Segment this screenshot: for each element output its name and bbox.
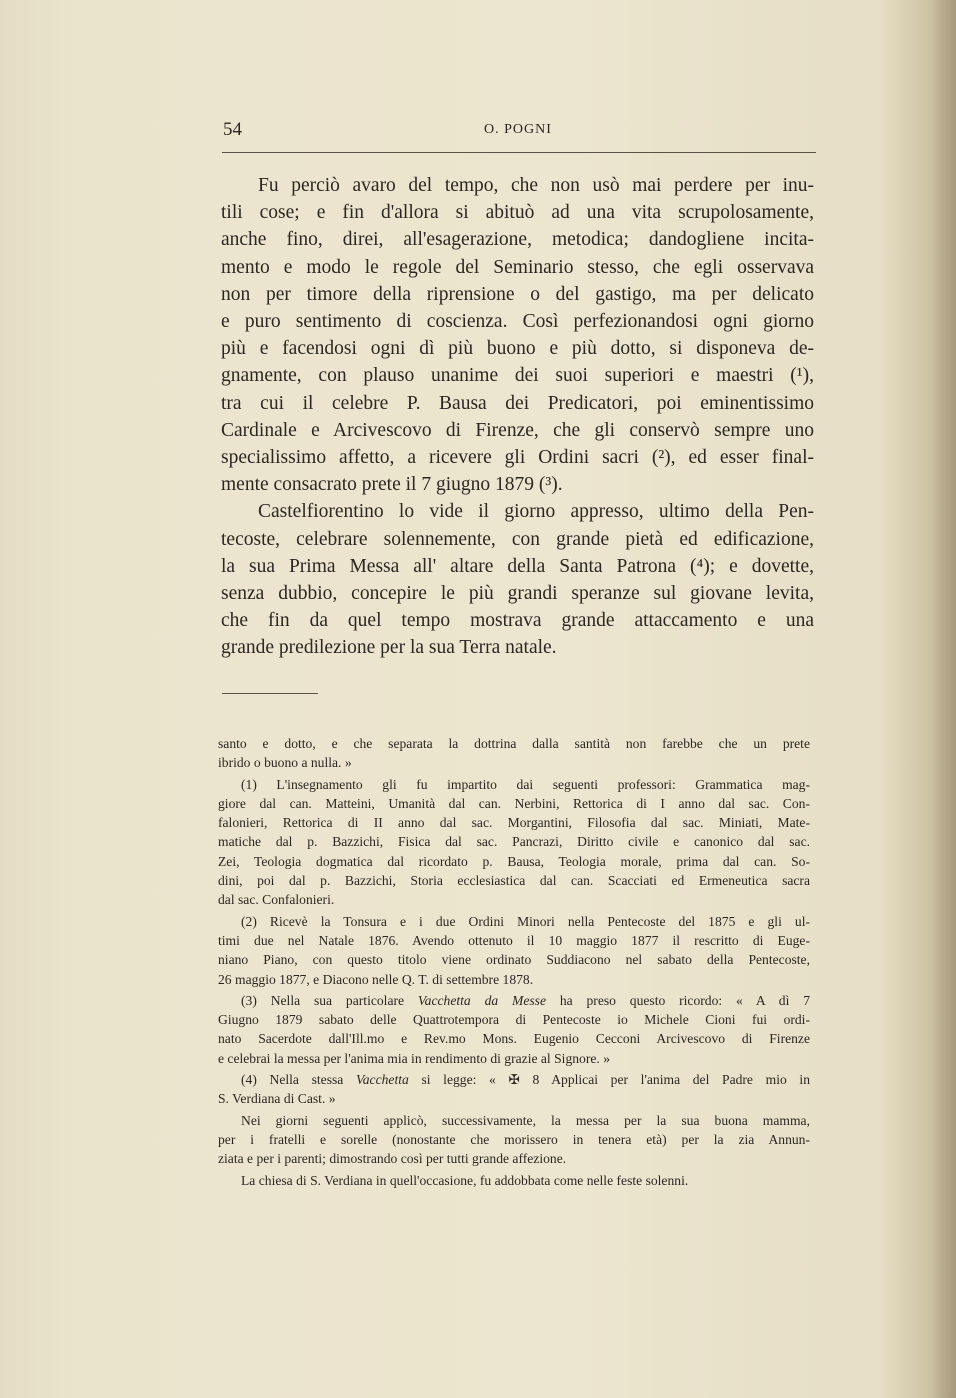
text-line: specialissimo affetto, a ricevere gli Ordini sacri (²), ed esser final- [221, 447, 814, 469]
footnote-line: santo e dotto, e che separata la dottrina dalla santità non farebbe che un prete [218, 736, 810, 751]
text-line: Castelfiorentino lo vide il giorno appresso, ultimo della Pen- [258, 501, 814, 523]
text-line: più e facendosi ogni dì più buono e più dotto, si disponeva de- [221, 338, 814, 360]
running-title: O. POGNI [484, 122, 552, 137]
footnote [218, 1111, 810, 1169]
text-line: Fu perciò avaro del tempo, che non usò mai perdere per inu- [258, 175, 814, 196]
footnote-line: per i fratelli e sorelle (nonostante che morissero in tenera età) per la zia Annun- [218, 1131, 810, 1147]
text-line: senza dubbio, concepire le più grandi speranze sul giovane levita, [221, 583, 814, 605]
book-title: Vacchetta [355, 1072, 409, 1088]
header-rule [222, 152, 816, 153]
footnote-line: falonieri, Rettorica di II anno dal sac. Morgantini, Filosofia dal sac. Miniati, Mate- [218, 815, 810, 831]
footnote-line: (1) L'insegnamento gli fu impartito dai seguenti professori: Grammatica mag- [241, 776, 810, 792]
footnote [218, 775, 810, 910]
footnote-line: giore dal can. Matteini, Umanità dal can. Nerbini, Rettorica di I anno dal sac. Con- [218, 795, 810, 811]
paragraph [221, 498, 814, 661]
footnote-line: ziata e per i parenti; dimostrando così per tutti grande affezione. [218, 1151, 567, 1167]
text-line: tili cose; e fin d'allora si abituò ad una vita scrupolosamente, [221, 202, 814, 224]
footnote [218, 734, 810, 773]
paragraph [221, 172, 814, 498]
footnote-line: niano Piano, con questo titolo viene ordinato Suddiacono nel sabato della Pentecoste, [218, 952, 810, 968]
footnote-line: La chiesa di S. Verdiana in quell'occasione, fu addobbata come nelle feste solenni. [241, 1172, 689, 1188]
footnote-line: dini, poi dal p. Bazzichi, Storia ecclesiastica dal can. Scacciati ed Ermeneutica sacra [218, 873, 810, 889]
footnote-line: nato Sacerdote dall'Ill.mo e Rev.mo Mons. Eugenio Cecconi Arcivescovo di Firenze [218, 1031, 810, 1047]
main-text [221, 172, 814, 662]
text-line: che fin da quel tempo mostrava grande attaccamento e una [221, 610, 814, 632]
footnote [218, 1070, 810, 1109]
text-line: Cardinale e Arcivescovo di Firenze, che gli conservò sempre uno [221, 419, 814, 441]
footnote-separator [222, 693, 318, 694]
text-line: tecoste, celebrare solennemente, con grande pietà ed edificazione, [221, 528, 814, 550]
footnote [218, 991, 810, 1068]
footnote-line: S. Verdiana di Cast. » [218, 1091, 336, 1107]
footnote-line: e celebrai la messa per l'anima mia in rendimento di grazie al Signore. » [218, 1050, 610, 1066]
text-line: gnamente, con plauso unanime dei suoi superiori e maestri (¹), [221, 365, 814, 387]
book-title: Vacchetta da Messe [417, 992, 546, 1008]
text-line: mento e modo le regole del Seminario stesso, che egli osservava [221, 256, 814, 278]
text-line: grande predilezione per la sua Terra natale. [221, 637, 557, 659]
footnotes [218, 734, 810, 1192]
footnote-line: (2) Ricevè la Tonsura e i due Ordini Minori nella Pentecoste del 1875 e gli ul- [241, 913, 810, 929]
footnote-line: 26 maggio 1877, e Diacono nelle Q. T. di settembre 1878. [218, 971, 534, 987]
footnote-line: timi due nel Natale 1876. Avendo ottenuto il 10 maggio 1877 il rescritto di Euge- [218, 932, 810, 948]
footnote [218, 912, 810, 989]
text-line: e puro sentimento di coscienza. Così perfezionandosi ogni giorno [221, 311, 814, 333]
footnote-line: dal sac. Confalonieri. [218, 892, 335, 908]
page-edge-shadow [930, 0, 956, 1398]
text-line: non per timore della riprensione o del gastigo, ma per delicato [221, 283, 814, 305]
footnote-line: Zei, Teologia dogmatica dal ricordato p. Bausa, Teologia morale, prima dal can. So- [218, 853, 810, 869]
text-line: la sua Prima Messa all' altare della Santa Patrona (⁴); e dovette, [221, 555, 814, 577]
text-line: tra cui il celebre P. Bausa dei Predicatori, poi eminentissimo [221, 392, 814, 414]
footnote-line: ibrido o buono a nulla. » [218, 755, 352, 771]
text-line: anche fino, direi, all'esagerazione, metodica; dandogliene incita- [221, 229, 814, 251]
footnote-line: Nei giorni seguenti applicò, successivamente, la messa per la sua buona mamma, [241, 1112, 810, 1128]
footnote-line: Giugno 1879 sabato delle Quattrotempora di Pentecoste io Michele Cioni fui ordi- [218, 1012, 810, 1028]
text-line: mente consacrato prete il 7 giugno 1879 (³). [221, 474, 563, 496]
footnote-line: (3) Nella sua particolare Vacchetta da Messe ha preso questo ricordo: « A dì 7 [241, 992, 810, 1008]
footnote [218, 1171, 810, 1190]
page-number: 54 [223, 119, 242, 140]
footnote-line: matiche dal p. Bazzichi, Fisica dal sac. Pancrazi, Diritto civile e canonico dal sac. [218, 834, 810, 850]
footnote-line: (4) Nella stessa Vacchetta si legge: « ✠ 8 Applicai per l'anima del Padre mio in [241, 1072, 810, 1088]
